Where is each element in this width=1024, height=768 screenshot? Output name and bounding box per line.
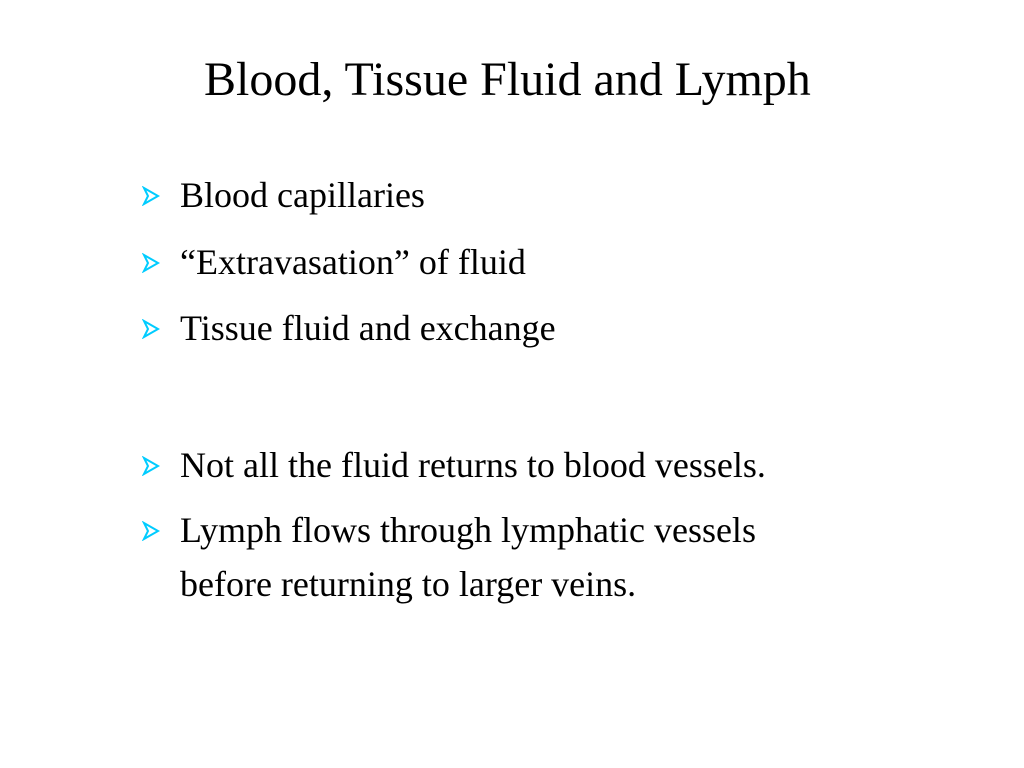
bullet-text: Tissue fluid and exchange	[180, 308, 556, 348]
bullet-text: Not all the fluid returns to blood vessels.	[180, 445, 766, 485]
bullet-text: Lymph flows through lymphatic vessels	[180, 510, 756, 550]
arrowhead-bullet-icon	[142, 186, 162, 206]
arrowhead-bullet-icon	[142, 521, 162, 541]
slide-title: Blood, Tissue Fluid and Lymph	[204, 53, 811, 106]
bullet-text: “Extravasation” of fluid	[180, 242, 526, 282]
arrowhead-bullet-icon	[142, 253, 162, 273]
bullet-text-continuation: before returning to larger veins.	[180, 564, 637, 604]
arrowhead-bullet-icon	[142, 456, 162, 476]
arrowhead-bullet-icon	[142, 319, 162, 339]
bullet-text: Blood capillaries	[180, 175, 425, 215]
